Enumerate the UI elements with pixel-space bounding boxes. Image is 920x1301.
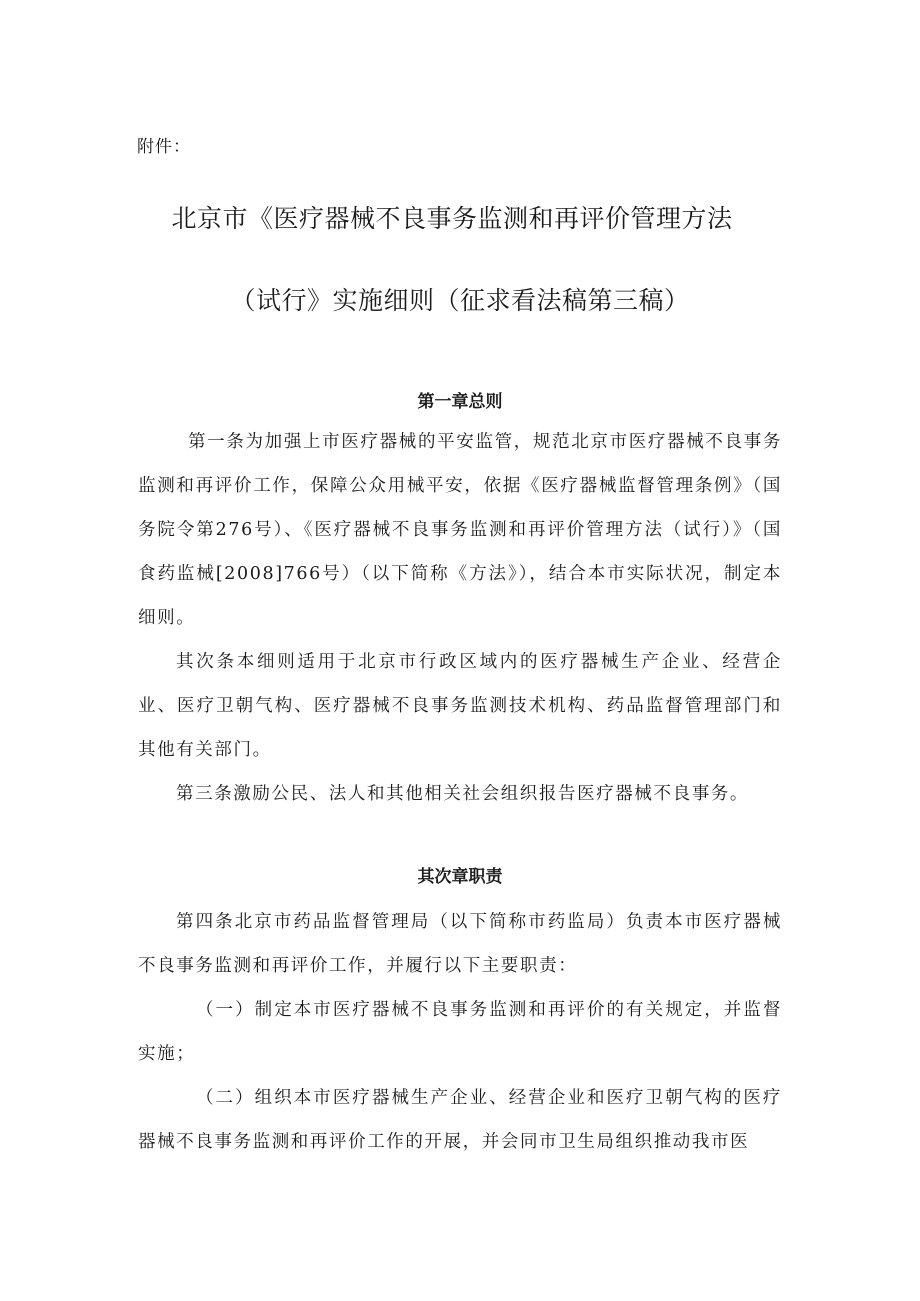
document-title-line-2: （试行》实施细则（征求看法稿第三稿） [230,286,690,315]
attachment-label: 附件： [137,137,191,157]
document-title-line-1: 北京市《医疗器械不良事务监测和再评价管理方法 [171,204,733,233]
article-4-item-2: （二）组织本市医疗器械生产企业、经营企业和医疗卫朝气构的医疗器械不良事务监测和再评价工作的开展，并会同市卫生局组织推动我市医 [138,1088,782,1152]
article-3: 第三条激励公民、法人和其他相关社会组织报告医疗器械不良事务。 [176,784,749,804]
article-2: 其次条本细则适用于北京市行政区域内的医疗器械生产企业、经营企业、医疗卫朝气构、医疗器械不良事务监测技术机构、药品监督管理部门和其他有关部门。 [138,652,782,760]
article-1: 第一条为加强上市医疗器械的平安监管，规范北京市医疗器械不良事务监测和再评价工作，保障公众用械平安，依据《医疗器械监督管理条例》（国务院令第276号）、《医疗器械不良事务监测和再评价管理方法（试行）》（国食药监械[2008]766号）（以下简称《方法》），结合本市实际状况，制定本细则。 [138,432,782,628]
chapter-2-heading: 其次章职责 [417,867,503,887]
article-4-item-1: （一）制定本市医疗器械不良事务监测和再评价的有关规定，并监督实施； [138,1000,782,1064]
article-4: 第四条北京市药品监督管理局（以下简称市药监局）负责本市医疗器械不良事务监测和再评价工作，并履行以下主要职责： [138,912,782,976]
chapter-1-heading: 第一章总则 [417,392,503,412]
